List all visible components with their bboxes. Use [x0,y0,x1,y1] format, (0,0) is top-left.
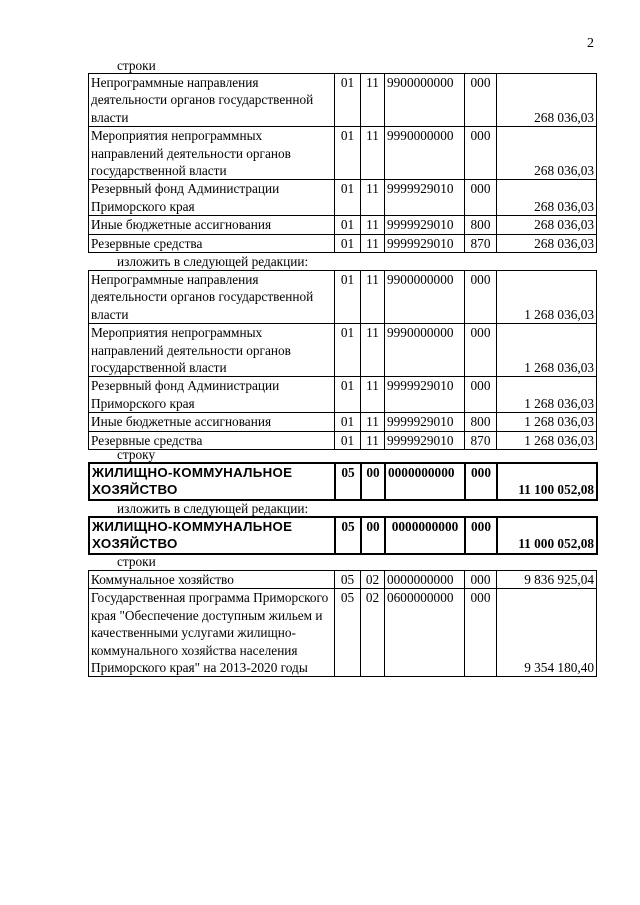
table-row [89,324,597,377]
cell-amount: 268 036,03 [497,180,597,216]
cell-subsection: 00 [361,517,385,554]
cell-section: 01 [335,377,361,413]
cell-name: ЖИЛИЩНО-КОММУНАЛЬНОЕ ХОЗЯЙСТВО [89,463,335,500]
table-row [89,216,597,234]
table-row [89,463,597,500]
cell-vr: 000 [465,377,497,413]
cell-amount: 1 268 036,03 [497,377,597,413]
cell-name: Непрограммные направления деятельности органов государственной власти [89,74,335,127]
cell-vr: 000 [465,589,497,677]
cell-section: 01 [335,74,361,127]
cell-subsection: 11 [361,377,385,413]
table-row [89,413,597,431]
table-row [89,571,597,589]
cell-csr: 9999929010 [385,377,465,413]
cell-subsection: 11 [361,431,385,449]
cell-csr: 9990000000 [385,324,465,377]
cell-amount: 268 036,03 [497,234,597,252]
cell-amount: 1 268 036,03 [497,324,597,377]
table-row [89,271,597,324]
cell-name: Резервные средства [89,234,335,252]
cell-subsection: 11 [361,74,385,127]
cell-subsection: 11 [361,216,385,234]
table-row [89,74,597,127]
cell-csr: 9999929010 [385,413,465,431]
cell-amount: 11 000 052,08 [497,517,597,554]
cell-name: ЖИЛИЩНО-КОММУНАЛЬНОЕ ХОЗЯЙСТВО [89,517,335,554]
cell-subsection: 02 [361,571,385,589]
table-old-housing [88,462,598,501]
cell-section: 01 [335,180,361,216]
cell-amount: 9 836 925,04 [497,571,597,589]
cell-vr: 000 [465,271,497,324]
note-lines: строки [117,58,156,73]
note-line: строку [117,447,156,462]
cell-section: 01 [335,431,361,449]
table-row [89,589,597,677]
note-replace: изложить в следующей редакции: [117,501,309,516]
cell-section: 01 [335,234,361,252]
cell-csr: 9999929010 [385,431,465,449]
cell-subsection: 11 [361,127,385,180]
cell-section: 05 [335,517,361,554]
cell-vr: 000 [465,571,497,589]
note-replace: изложить в следующей редакции: [117,254,309,269]
table-old-reserve [88,73,597,253]
cell-csr: 0000000000 [385,463,465,500]
cell-vr: 870 [465,234,497,252]
cell-vr: 800 [465,413,497,431]
cell-vr: 000 [465,74,497,127]
table-row [89,180,597,216]
table-row [89,127,597,180]
cell-vr: 000 [465,180,497,216]
cell-name: Коммунальное хозяйство [89,571,335,589]
cell-csr: 0600000000 [385,589,465,677]
cell-name: Мероприятия непрограммных направлений деятельности органов государственной власти [89,127,335,180]
cell-csr: 9999929010 [385,180,465,216]
cell-section: 05 [335,589,361,677]
cell-subsection: 11 [361,413,385,431]
table-row [89,517,597,554]
cell-subsection: 11 [361,234,385,252]
cell-subsection: 11 [361,180,385,216]
cell-vr: 000 [465,463,497,500]
table-new-housing [88,516,598,555]
cell-section: 05 [335,463,361,500]
cell-name: Резервный фонд Администрации Приморского края [89,180,335,216]
cell-name: Мероприятия непрограммных направлений деятельности органов государственной власти [89,324,335,377]
cell-name: Резервный фонд Администрации Приморского края [89,377,335,413]
cell-amount: 268 036,03 [497,127,597,180]
table-row [89,234,597,252]
table-row [89,431,597,449]
table-row [89,377,597,413]
cell-csr: 9999929010 [385,234,465,252]
cell-csr: 9900000000 [385,271,465,324]
cell-subsection: 02 [361,589,385,677]
cell-vr: 870 [465,431,497,449]
cell-section: 05 [335,571,361,589]
cell-amount: 1 268 036,03 [497,431,597,449]
cell-vr: 000 [465,324,497,377]
cell-vr: 800 [465,216,497,234]
cell-subsection: 00 [361,463,385,500]
cell-amount: 11 100 052,08 [497,463,597,500]
table-new-reserve [88,270,597,450]
note-lines: строки [117,554,156,569]
cell-name: Непрограммные направления деятельности органов государственной власти [89,271,335,324]
cell-amount: 268 036,03 [497,74,597,127]
cell-vr: 000 [465,127,497,180]
table-old-communal [88,570,597,677]
cell-name: Иные бюджетные ассигнования [89,216,335,234]
cell-amount: 268 036,03 [497,216,597,234]
cell-csr: 9900000000 [385,74,465,127]
cell-amount: 1 268 036,03 [497,413,597,431]
cell-amount: 1 268 036,03 [497,271,597,324]
cell-name: Государственная программа Приморского края "Обеспечение доступным жильем и качественными услугами жилищно-коммунального хозяйства населения Приморского края" на 2013-2020 годы [89,589,335,677]
cell-section: 01 [335,127,361,180]
page-number: 2 [587,36,594,51]
cell-amount: 9 354 180,40 [497,589,597,677]
cell-name: Иные бюджетные ассигнования [89,413,335,431]
cell-vr: 000 [465,517,497,554]
cell-csr: 9999929010 [385,216,465,234]
cell-section: 01 [335,271,361,324]
cell-csr: 9990000000 [385,127,465,180]
cell-csr: 0000000000 [385,571,465,589]
cell-section: 01 [335,413,361,431]
cell-name: Резервные средства [89,431,335,449]
cell-subsection: 11 [361,324,385,377]
cell-section: 01 [335,216,361,234]
cell-section: 01 [335,324,361,377]
cell-subsection: 11 [361,271,385,324]
cell-csr: 0000000000 [385,517,465,554]
